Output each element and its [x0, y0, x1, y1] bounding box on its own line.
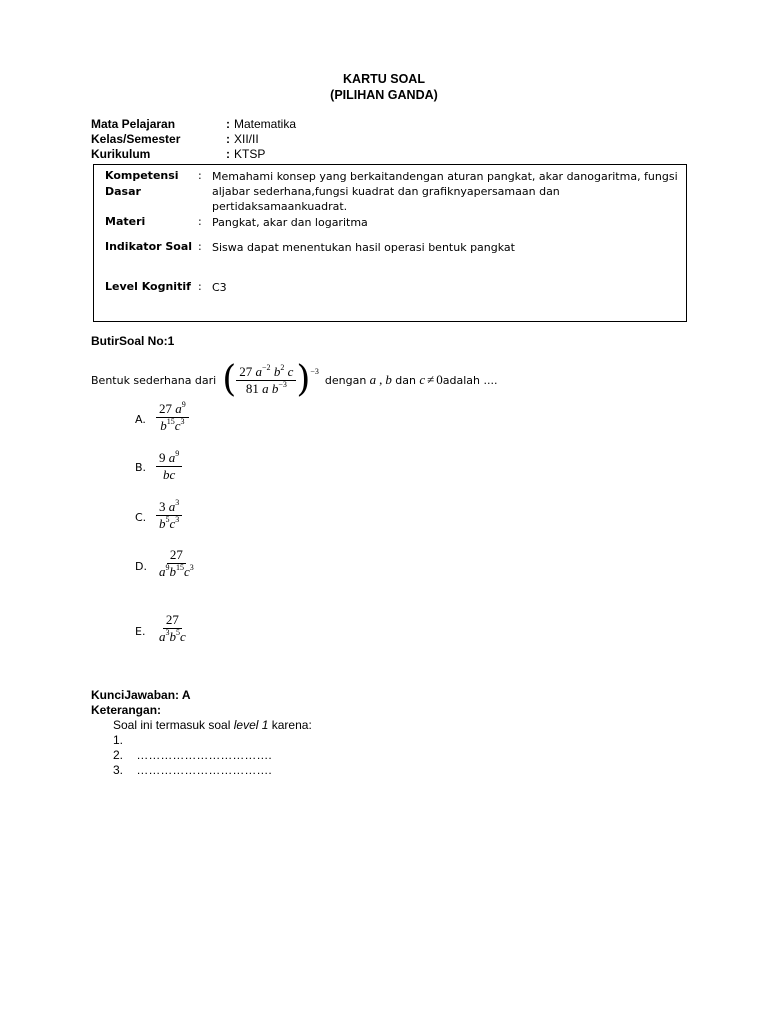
fraction-denominator: [156, 629, 189, 644]
row-value-cognitive-level: C3: [212, 281, 227, 294]
row-colon: :: [198, 280, 202, 293]
exponent: 3: [180, 417, 185, 426]
exponent: 9: [165, 563, 170, 572]
num-b-exp: 2: [280, 362, 285, 372]
option-b-fraction: [156, 451, 182, 482]
math-token: c: [180, 629, 186, 644]
den-a: a: [262, 380, 269, 396]
card-subtitle: (PILIHAN GANDA): [330, 88, 438, 102]
info-colon: :: [226, 117, 230, 131]
reason-suffix: karena:: [268, 718, 312, 732]
fraction-denominator: [156, 516, 182, 531]
fraction-denominator: [160, 467, 178, 482]
card-title: KARTU SOAL: [343, 72, 425, 86]
info-value-curriculum: KTSP: [234, 147, 266, 161]
fraction-numerator: [163, 613, 182, 629]
exponent: 3: [165, 628, 170, 637]
var-b: b: [385, 372, 392, 387]
math-token: 9: [159, 450, 169, 465]
math-token: c: [184, 564, 190, 579]
math-token: bc: [162, 467, 176, 482]
math-token: 27: [169, 547, 183, 562]
math-token: 27: [165, 612, 179, 627]
left-paren: (: [222, 359, 237, 400]
exponent: 9: [181, 400, 186, 409]
question-prefix: Bentuk sederhana dari: [91, 373, 217, 387]
num-a: a: [255, 363, 263, 379]
info-label-class: Kelas/Semester: [91, 132, 181, 146]
info-label-subject: Mata Pelajaran: [91, 117, 176, 131]
option-letter-b: B.: [135, 461, 147, 474]
reason-item-2: [113, 748, 272, 762]
row-label-indicator: Indikator Soal: [105, 240, 193, 253]
exponent: 3: [175, 515, 180, 524]
info-label-curriculum: Kurikulum: [91, 147, 151, 161]
row-label-material: Materi: [105, 215, 146, 228]
option-c-fraction: [156, 500, 182, 531]
row-value-indicator: Siswa dapat menentukan hasil operasi bentuk pangkat: [212, 241, 515, 254]
math-token: a: [159, 564, 166, 579]
math-token: 27: [159, 401, 176, 416]
row-value-material: Pangkat, akar dan logaritma: [212, 216, 368, 229]
den-coef: 81: [245, 380, 259, 396]
row-label-competency: Kompetensi Dasar: [105, 169, 179, 198]
reason-item-number: 3.: [113, 763, 124, 777]
question-fraction: [236, 362, 296, 396]
row-value-competency: Memahami konsep yang berkaitandengan aturan pangkat, akar danogaritma, fungsi aljabar sederhana,fungsi kuadrat dan grafiknyapersamaan dan pertidaksamaankuadrat.: [212, 170, 678, 213]
den-b-exp: −3: [278, 379, 287, 389]
reason-item-number: 1.: [113, 733, 124, 747]
math-token: a: [168, 450, 176, 465]
exponent: 15: [176, 563, 184, 572]
reason-item-number: 2.: [113, 748, 124, 762]
answer-key: KunciJawaban: A: [91, 688, 191, 702]
competency-table: [93, 164, 687, 322]
option-e-fraction: [156, 613, 189, 644]
option-letter-a: A.: [135, 413, 146, 426]
outer-exponent: −3: [310, 367, 319, 376]
info-value-class: XII/II: [234, 132, 259, 146]
var-c: c: [419, 372, 426, 387]
reason-prefix: Soal ini termasuk soal: [113, 718, 234, 732]
option-letter-e: E.: [135, 625, 146, 638]
question-statement: [91, 358, 497, 402]
math-token: a: [159, 629, 166, 644]
reason-item-blank: …………………………….: [136, 763, 272, 777]
math-token: a: [168, 499, 176, 514]
option-letter-d: D.: [135, 560, 147, 573]
math-token: b: [169, 629, 176, 644]
num-c: c: [287, 363, 294, 379]
math-token: 3: [159, 499, 169, 514]
exponent: 3: [189, 563, 194, 572]
info-value-subject: Matematika: [234, 117, 297, 131]
question-suffix: adalah ....: [442, 373, 498, 387]
info-colon: :: [226, 132, 230, 146]
reason-item-1: [113, 733, 137, 747]
option-letter-c: C.: [135, 511, 147, 524]
math-token: b: [160, 418, 167, 433]
math-token: b: [169, 564, 176, 579]
fraction-denominator: [156, 564, 197, 579]
num-b: b: [273, 363, 281, 379]
math-token: b: [159, 516, 166, 531]
fraction-numerator: [156, 500, 182, 516]
den-b: b: [271, 380, 279, 396]
option-d-fraction: [156, 548, 197, 579]
reason-line: [113, 718, 312, 732]
fraction-numerator: [167, 548, 186, 564]
exponent: 5: [176, 628, 180, 637]
var-a: a: [369, 372, 377, 387]
row-colon: :: [198, 215, 202, 228]
num-coef: 27: [239, 363, 253, 379]
row-colon: :: [198, 240, 202, 253]
comma: ,: [379, 372, 383, 387]
right-paren: ): [296, 359, 311, 400]
info-colon: :: [226, 147, 230, 161]
fraction-numerator: [156, 402, 189, 418]
zero: 0: [436, 372, 443, 387]
math-token: a: [175, 401, 182, 416]
reason-item-3: [113, 763, 272, 777]
row-label-cognitive-level: Level Kognitif: [105, 280, 191, 293]
reason-level: level 1: [233, 718, 269, 732]
exponent: 15: [166, 417, 175, 426]
not-equal-sign: ≠: [427, 372, 435, 387]
exponent: 3: [175, 498, 180, 507]
row-colon: :: [198, 169, 202, 182]
num-a-exp: −2: [262, 362, 271, 372]
fraction-numerator: [156, 451, 182, 467]
question-mid-dan: dan: [395, 373, 416, 387]
question-mid-dengan: dengan: [324, 373, 367, 387]
math-token: c: [174, 418, 181, 433]
fraction-denominator: [157, 418, 187, 433]
exponent: 5: [165, 515, 170, 524]
note-heading: Keterangan:: [91, 703, 162, 717]
reason-item-blank: …………………………….: [136, 748, 272, 762]
option-a-fraction: [156, 402, 189, 433]
exponent: 9: [175, 449, 180, 458]
math-token: c: [169, 516, 176, 531]
question-heading: ButirSoal No:1: [91, 334, 175, 348]
